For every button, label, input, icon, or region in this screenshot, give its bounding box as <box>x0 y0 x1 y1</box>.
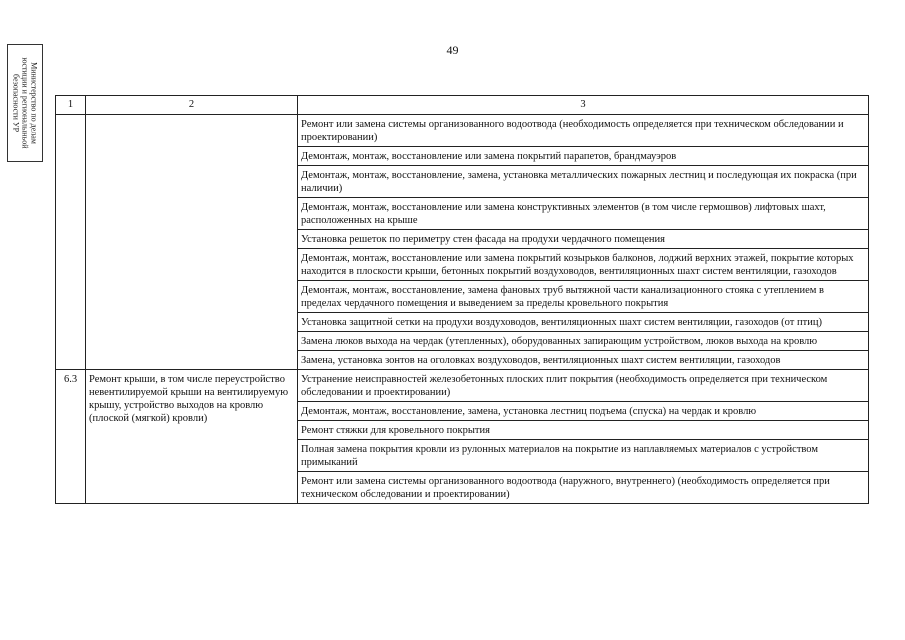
work-item: Демонтаж, монтаж, восстановление или замена конструктивных элементов (в том числе гермошвов) лифтовых шахт, расположенных на крыше <box>298 198 869 230</box>
work-item: Устранение неисправностей железобетонных плоских плит покрытия (необходимость определяется при техническом обследовании и проектировании) <box>298 370 869 402</box>
header-col-2: 2 <box>86 96 298 115</box>
registration-stamp <box>7 44 43 162</box>
work-item: Демонтаж, монтаж, восстановление или замена покрытий козырьков балконов, лоджий верхних этажей, покрытие которых находится в плоскости крыши, бетонных покрытий воздуховодов, вентиляционных шахт систем вентиляции, газоходов <box>298 249 869 281</box>
header-col-1: 1 <box>56 96 86 115</box>
continued-section-number-cell <box>56 115 86 370</box>
work-item: Ремонт или замена системы организованного водоотвода (наружного, внутреннего) (необходимость определяется при техническом обследовании и проектировании) <box>298 472 869 504</box>
work-item: Ремонт или замена системы организованного водоотвода (необходимость определяется при техническом обследовании и проектировании) <box>298 115 869 147</box>
works-table <box>55 95 869 504</box>
stamp-line: Министерство по делам <box>29 62 39 144</box>
page-number: 49 <box>446 43 459 57</box>
work-item: Демонтаж, монтаж, восстановление или замена покрытий парапетов, брандмауэров <box>298 147 869 166</box>
stamp-line: безопасности УР <box>11 73 21 133</box>
work-item: Полная замена покрытия кровли из рулонных материалов на покрытие из наплавляемых материалов с устройством примыканий <box>298 440 869 472</box>
work-item: Установка решеток по периметру стен фасада на продухи чердачного помещения <box>298 230 869 249</box>
table-row <box>56 115 869 147</box>
continued-section-title-cell <box>86 115 298 370</box>
section-title: Ремонт крыши, в том числе переустройство невентилируемой крыши на вентилируемую крышу, устройство выходов на кровлю (плоской (мягкой) кровли) <box>86 370 298 504</box>
section-number: 6.3 <box>56 370 86 504</box>
work-item: Демонтаж, монтаж, восстановление, замена фановых труб вытяжной части канализационного стояка с утеплением в пределах чердачного помещения и выведением за пределы кровельного покрытия <box>298 281 869 313</box>
table-row <box>56 370 869 402</box>
work-item: Демонтаж, монтаж, восстановление, замена, установка металлических пожарных лестниц и последующая их покраска (при наличии) <box>298 166 869 198</box>
work-item: Демонтаж, монтаж, восстановление, замена, установка лестниц подъема (спуска) на чердак и кровлю <box>298 402 869 421</box>
work-item: Установка защитной сетки на продухи воздуховодов, вентиляционных шахт систем вентиляции, газоходов (от птиц) <box>298 313 869 332</box>
work-item: Ремонт стяжки для кровельного покрытия <box>298 421 869 440</box>
work-item: Замена люков выхода на чердак (утепленных), оборудованных запирающим устройством, люков выхода на кровлю <box>298 332 869 351</box>
header-col-3: 3 <box>298 96 869 115</box>
work-item: Замена, установка зонтов на оголовках воздуховодов, вентиляционных шахт систем вентиляции, газоходов <box>298 351 869 370</box>
table-header-row <box>56 96 869 115</box>
stamp-line: юстиции и регионалыньой <box>20 57 30 149</box>
stamp-text <box>12 47 39 159</box>
